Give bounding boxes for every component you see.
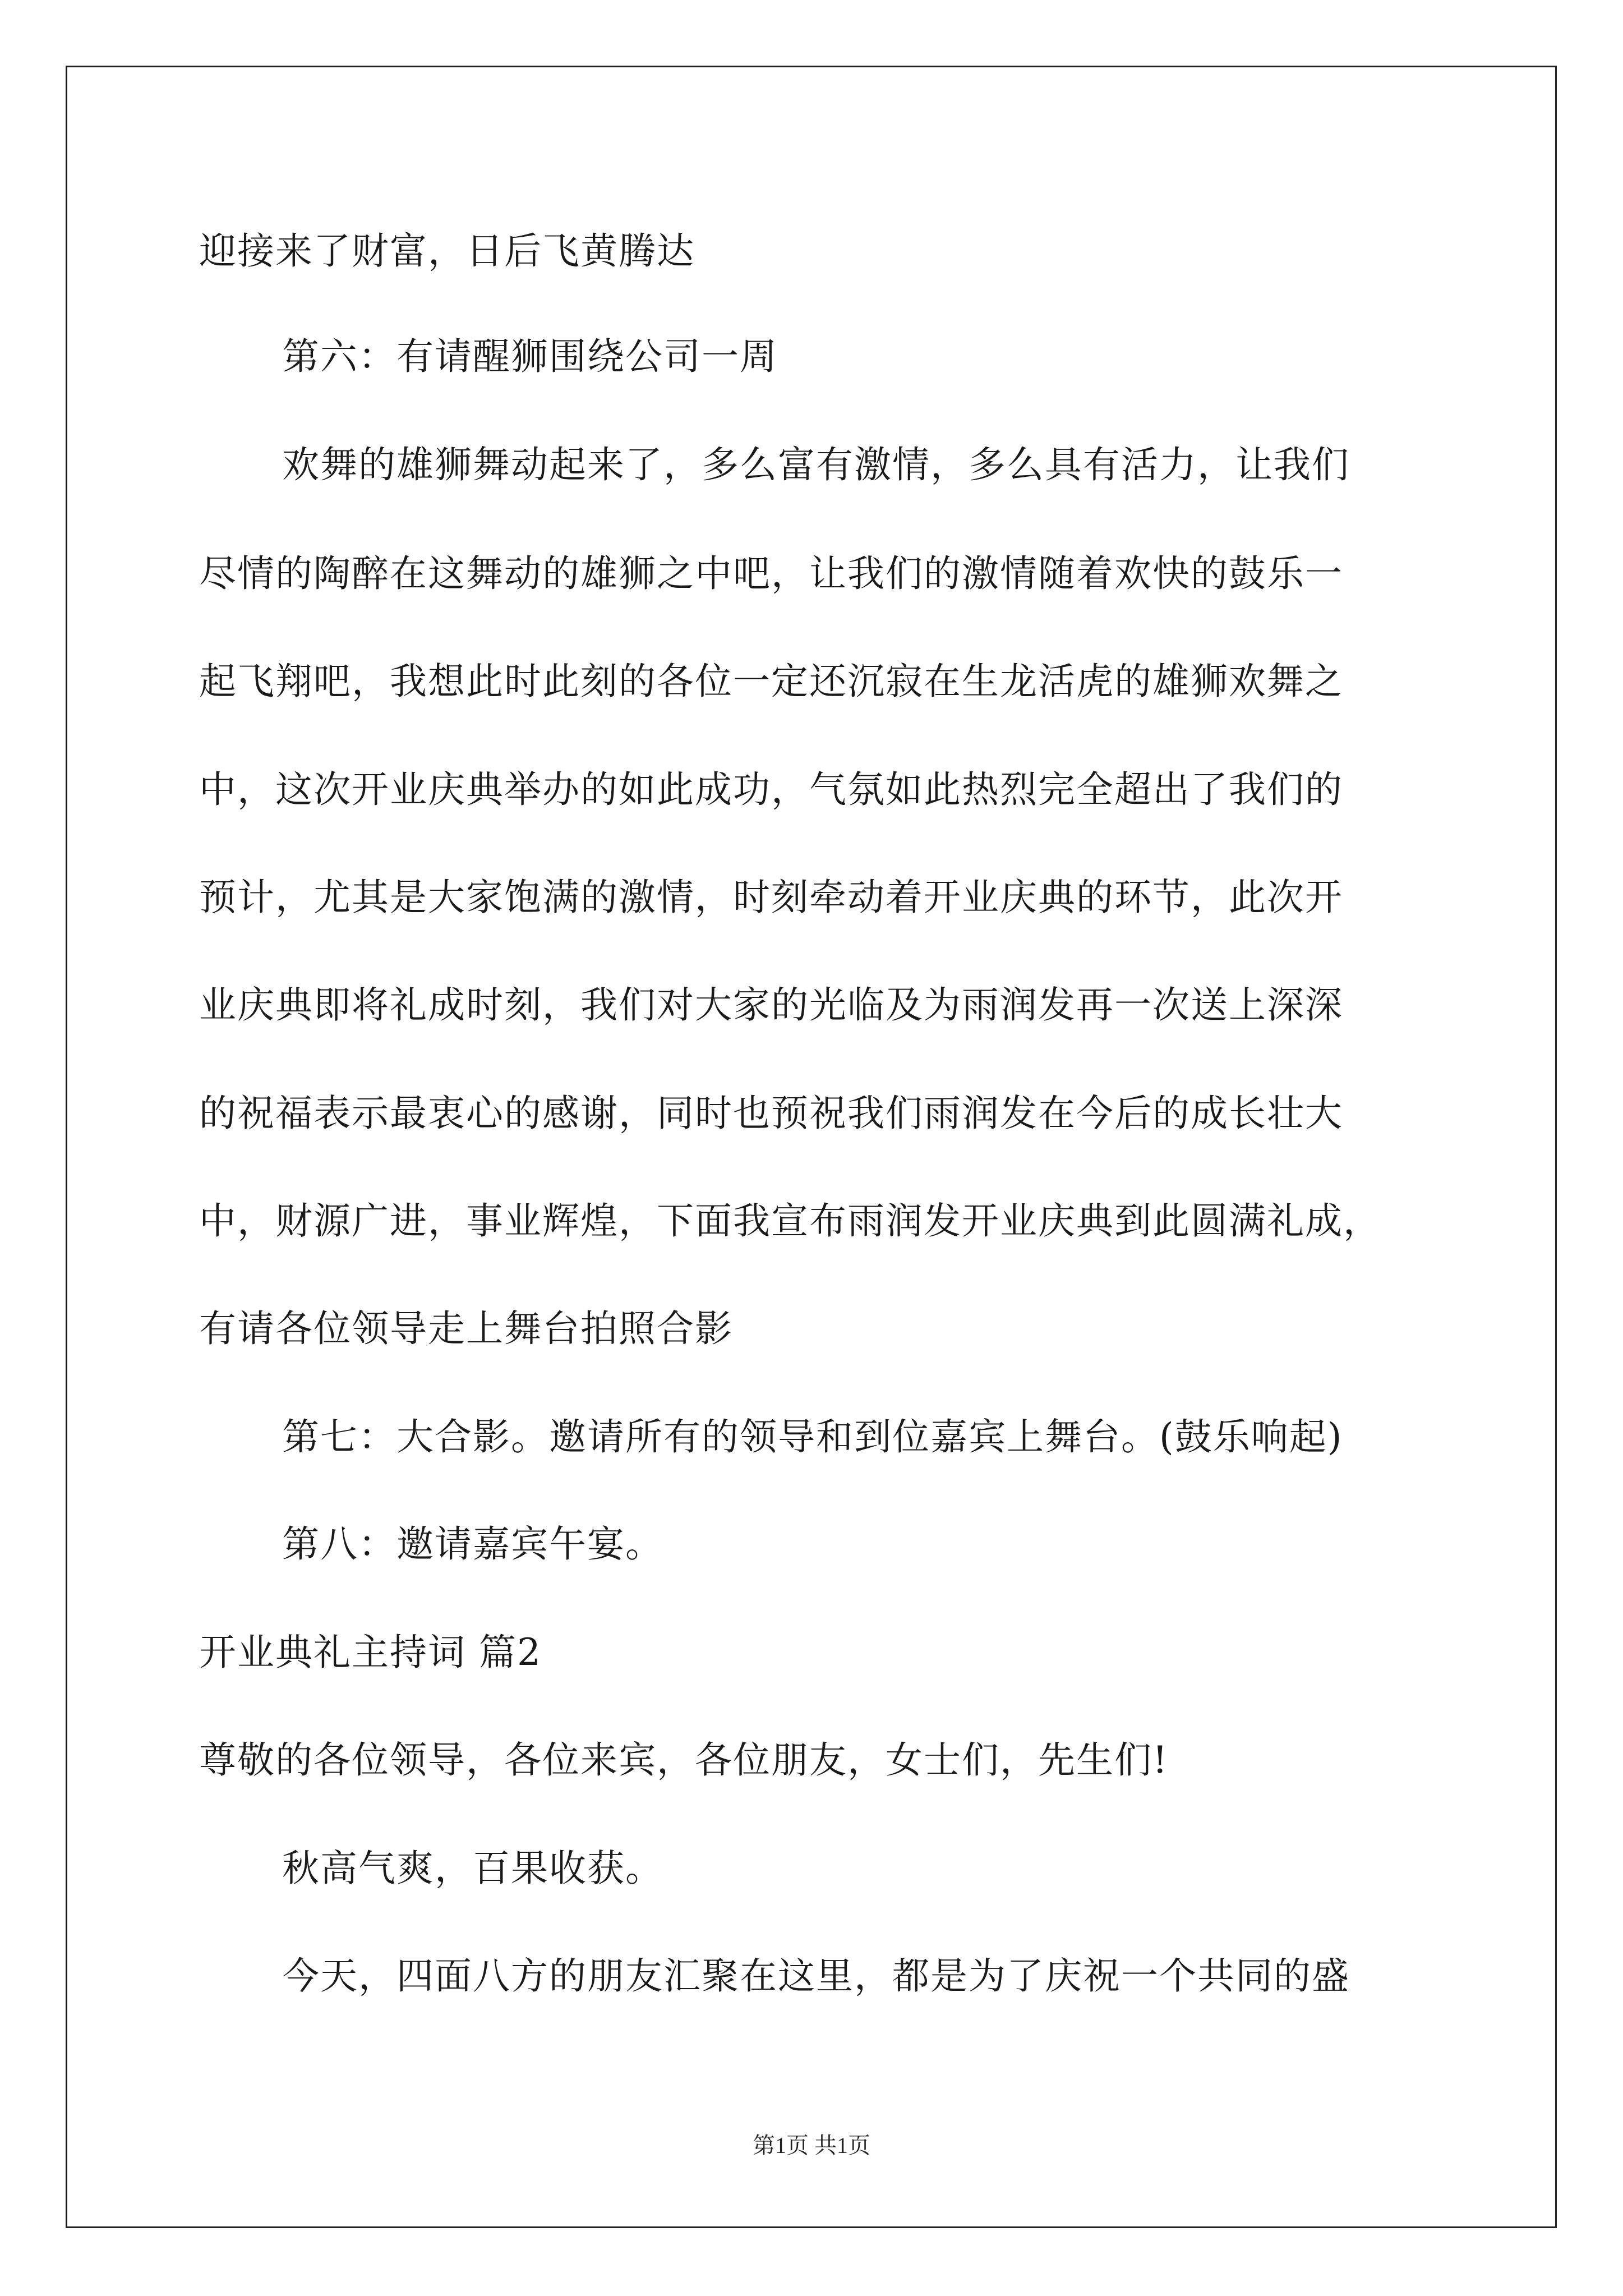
text-line: 有请各位领导走上舞台拍照合影 xyxy=(199,1307,733,1350)
text-line: 的祝福表示最衷心的感谢，同时也预祝我们雨润发在今后的成长壮大 xyxy=(199,1092,1343,1135)
text-line: 第六：有请醒狮围绕公司一周 xyxy=(282,335,778,378)
section-heading: 开业典礼主持词 篇2 xyxy=(199,1631,542,1674)
page-number-footer: 第1页 共1页 xyxy=(753,2133,870,2158)
text-line: 起飞翔吧，我想此时此刻的各位一定还沉寂在生龙活虎的雄狮欢舞之 xyxy=(199,660,1343,703)
text-line: 秋高气爽，百果收获。 xyxy=(282,1847,663,1890)
text-line: 今天，四面八方的朋友汇聚在这里，都是为了庆祝一个共同的盛 xyxy=(282,1954,1350,1998)
text-line: 业庆典即将礼成时刻，我们对大家的光临及为雨润发再一次送上深深 xyxy=(199,983,1343,1027)
text-line: 第七：大合影。邀请所有的领导和到位嘉宾上舞台。(鼓乐响起) xyxy=(282,1415,1343,1458)
text-line: 尊敬的各位领导，各位来宾，各位朋友，女士们，先生们! xyxy=(199,1738,1169,1782)
text-line: 中，财源广进，事业辉煌，下面我宣布雨润发开业庆典到此圆满礼成， xyxy=(199,1199,1381,1243)
text-line: 中，这次开业庆典举办的如此成功，气氛如此热烈完全超出了我们的 xyxy=(199,768,1343,811)
text-line: 尽情的陶醉在这舞动的雄狮之中吧，让我们的激情随着欢快的鼓乐一 xyxy=(199,552,1343,595)
page-border xyxy=(66,66,1557,2228)
text-line: 第八：邀请嘉宾午宴。 xyxy=(282,1522,663,1566)
text-line: 迎接来了财富，日后飞黄腾达 xyxy=(199,229,695,273)
text-line: 预计，尤其是大家饱满的激情，时刻牵动着开业庆典的环节，此次开 xyxy=(199,876,1343,919)
text-line: 欢舞的雄狮舞动起来了，多么富有激情，多么具有活力，让我们 xyxy=(282,443,1350,486)
